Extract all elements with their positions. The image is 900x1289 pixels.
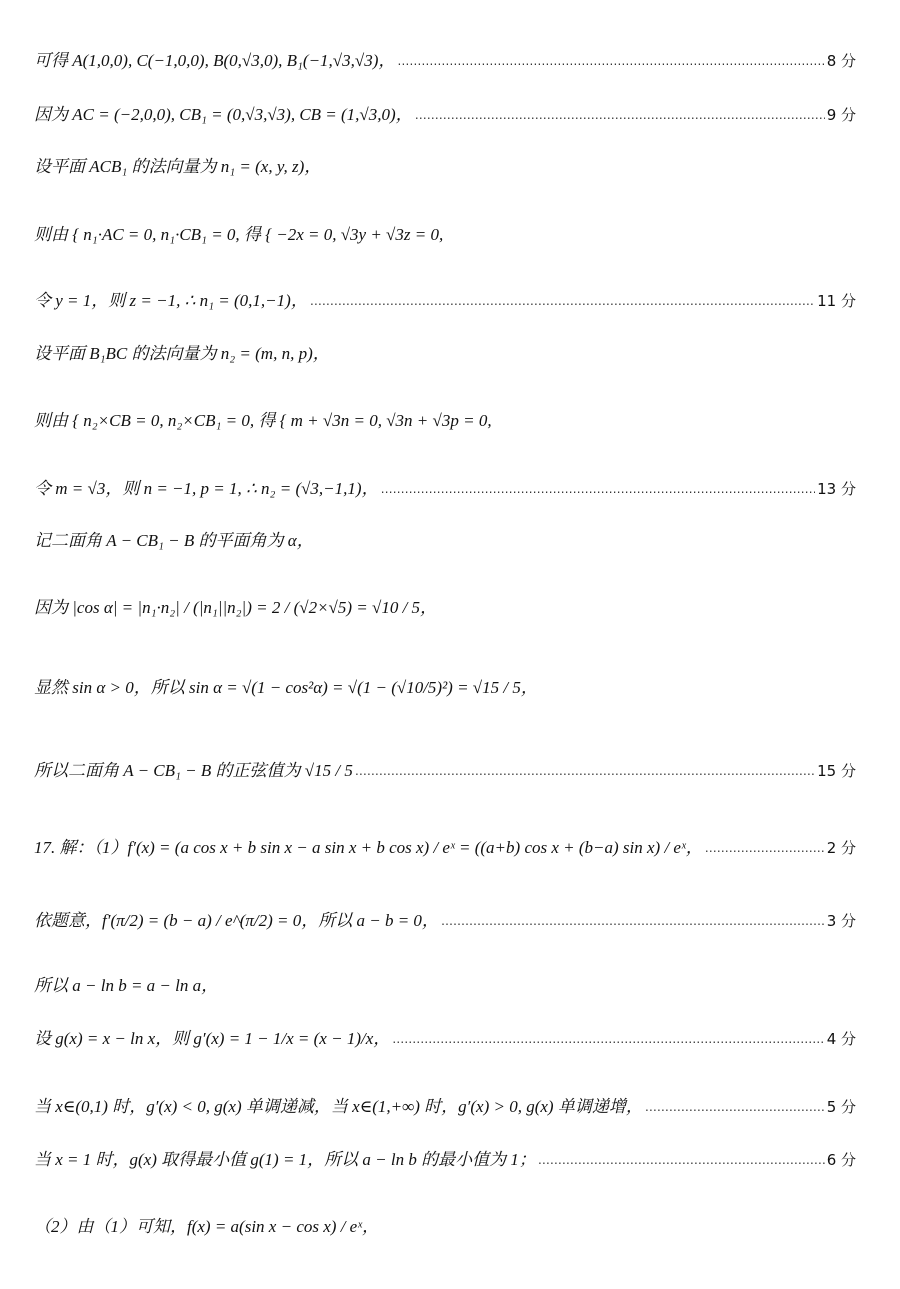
line-text: 设 g(x) = x − ln x，则 g′(x) = 1 − 1/x = (x − 1)/x，	[34, 1029, 391, 1048]
solution-line-3	[34, 156, 856, 178]
score-label: 2 分	[826, 839, 856, 857]
score-label: 9 分	[826, 106, 856, 124]
line-text: 令 m = √3，则 n = −1, p = 1, ∴ n₂ = (√3,−1,1)，	[34, 479, 379, 498]
dot-leader	[381, 478, 816, 500]
line-text: 记二面角 A − CB₁ − B 的平面角为 α，	[34, 531, 314, 550]
solution-line-5	[34, 290, 856, 312]
score-label: 6 分	[826, 1151, 856, 1169]
dot-leader	[645, 1096, 825, 1118]
line-text: 可得 A(1,0,0), C(−1,0,0), B(0,√3,0), B₁(−1,√3,√3)，	[34, 51, 396, 70]
solution-line-11	[34, 675, 856, 701]
solution-line-4	[34, 222, 856, 248]
solution-line-17	[34, 1096, 856, 1118]
dot-leader	[310, 290, 815, 312]
line-text: 当 x = 1 时，g(x) 取得最小值 g(1) = 1，所以 a − ln b 的最小值为 1；	[34, 1150, 536, 1169]
score-label: 4 分	[826, 1030, 856, 1048]
line-text: 设平面 ACB₁ 的法向量为 n₁ = (x, y, z)，	[34, 157, 322, 176]
line-text: 则由 { n₁·AC = 0, n₁·CB₁ = 0, 得 { −2x = 0, √3y + √3z = 0,	[34, 225, 444, 244]
line-text: 令 y = 1，则 z = −1, ∴ n₁ = (0,1,−1)，	[34, 291, 308, 310]
score-label: 13 分	[817, 480, 856, 498]
score-label: 5 分	[826, 1098, 856, 1116]
score-label: 11 分	[817, 292, 856, 310]
dot-leader	[415, 104, 825, 126]
line-text: 因为 AC = (−2,0,0), CB₁ = (0,√3,√3), CB = (1,√3,0)，	[34, 105, 413, 124]
line-text: 因为 |cos α| = |n₁·n₂| / (|n₁||n₂|) = 2 / (√2×√5) = √10 / 5，	[34, 598, 438, 617]
line-text: 17. 解：（1）f′(x) = (a cos x + b sin x − a sin x + b cos x) / eˣ = ((a+b) cos x + (b−a) sin x) / eˣ，	[34, 838, 703, 857]
line-text: 当 x∈(0,1) 时，g′(x) < 0, g(x) 单调递减，当 x∈(1,+∞) 时，g′(x) > 0, g(x) 单调递增，	[34, 1097, 643, 1116]
solution-line-8	[34, 478, 856, 500]
line-text: 所以 a − ln b = a − ln a，	[34, 976, 219, 995]
solution-line-9	[34, 530, 856, 552]
dot-leader	[538, 1149, 825, 1171]
solution-line-6	[34, 343, 856, 365]
score-label: 8 分	[826, 52, 856, 70]
dot-leader	[355, 758, 815, 784]
solution-line-12	[34, 758, 856, 784]
score-label: 3 分	[826, 912, 856, 930]
solution-line-14	[34, 908, 856, 934]
solution-line-19	[34, 1214, 856, 1240]
solution-line-7	[34, 408, 856, 434]
dot-leader	[441, 908, 825, 934]
line-text: 则由 { n₂×CB = 0, n₂×CB₁ = 0, 得 { m + √3n = 0, √3n + √3p = 0,	[34, 411, 492, 430]
solution-line-1	[34, 50, 856, 72]
dot-leader	[397, 50, 824, 72]
dot-leader	[392, 1026, 824, 1052]
line-text: 设平面 B₁BC 的法向量为 n₂ = (m, n, p)，	[34, 344, 330, 363]
solution-line-2	[34, 104, 856, 126]
solution-line-15	[34, 975, 856, 997]
solution-line-10	[34, 595, 856, 621]
solution-line-16	[34, 1026, 856, 1052]
line-text: 显然 sin α > 0，所以 sin α = √(1 − cos²α) = √(1 − (√10/5)²) = √15 / 5，	[34, 678, 538, 697]
line-text: （2）由（1）可知，f(x) = a(sin x − cos x) / eˣ，	[34, 1217, 380, 1236]
line-text: 所以二面角 A − CB₁ − B 的正弦值为 √15 / 5	[34, 761, 353, 780]
dot-leader	[705, 835, 825, 861]
line-text: 依题意，f′(π/2) = (b − a) / e^(π/2) = 0，所以 a − b = 0，	[34, 911, 439, 930]
score-label: 15 分	[817, 762, 856, 780]
solution-line-13	[34, 835, 856, 861]
solution-line-18	[34, 1149, 856, 1171]
